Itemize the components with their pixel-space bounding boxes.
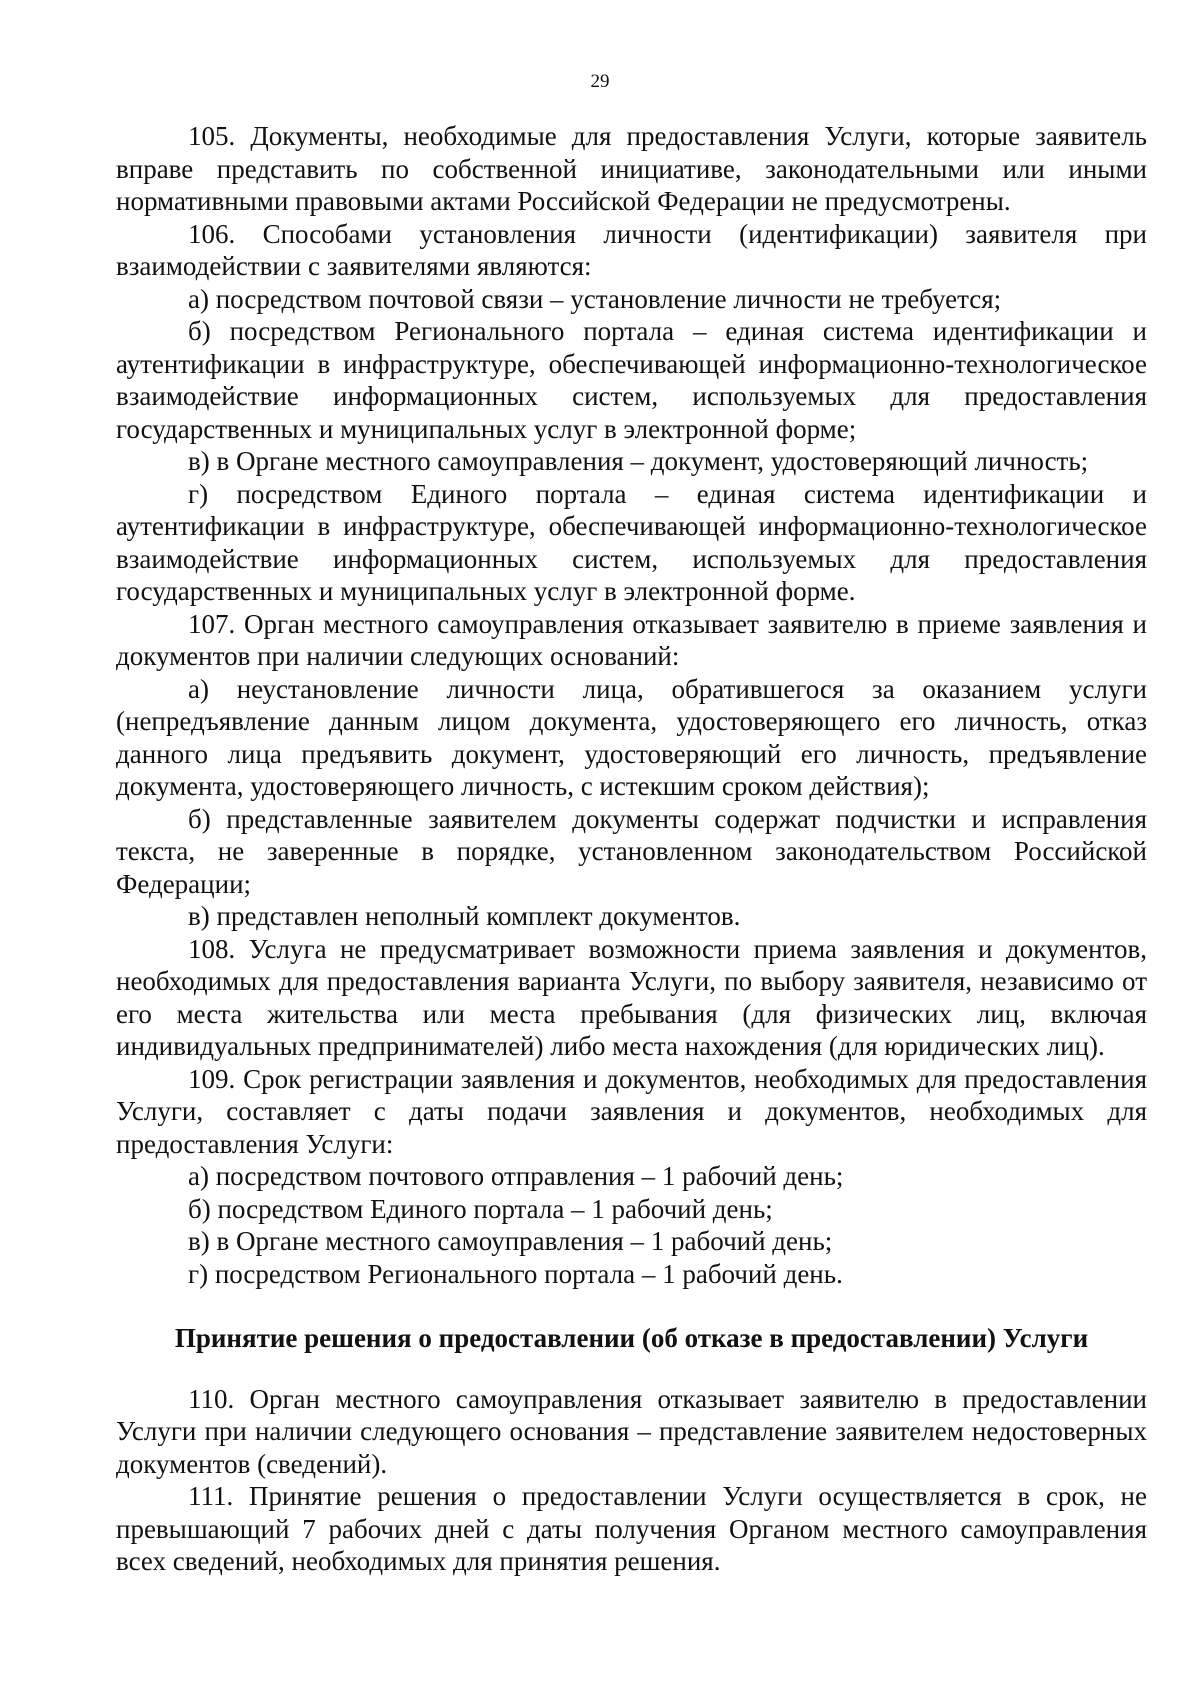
paragraph-106-g: г) посредством Единого портала – единая система идентификации и аутентификации в инфраструктуре, обеспечивающей информационно-технологическое взаимодействие информационных систем, используемых для предоставления государственных и муниципальных услуг в электронной форме. [116, 478, 1147, 606]
paragraph-111: 111. Принятие решения о предоставлении Услуги осуществляется в срок, не превышающий 7 рабочих дней с даты получения Органом местного самоуправления всех сведений, необходимых для принятия решения. [116, 1481, 1147, 1576]
paragraph-108: 108. Услуга не предусматривает возможности приема заявления и документов, необходимых для предоставления варианта Услуги, по выбору заявителя, независимо от его места жительства или места пребывания (для физических лиц, включая индивидуальных предпринимателей) либо места нахождения (для юридических лиц). [116, 933, 1147, 1061]
paragraph-105: 105. Документы, необходимые для предоставления Услуги, которые заявитель вправе представить по собственной инициативе, законодательными или иными нормативными правовыми актами Российской Федерации не предусмотрены. [116, 121, 1147, 216]
document-body [116, 120, 1147, 1578]
paragraph-107-v: в) представлен неполный комплект документов. [188, 901, 741, 931]
paragraph-106-a: а) посредством почтовой связи – установление личности не требуется; [188, 283, 1002, 314]
paragraph-109-g: г) посредством Регионального портала – 1 рабочий день. [188, 1258, 843, 1289]
page-number: 29 [590, 71, 610, 92]
section-heading: Принятие решения о предоставлении (об отказе в предоставлении) Услуги [174, 1323, 1089, 1353]
paragraph-110: 110. Орган местного самоуправления отказывает заявителю в предоставлении Услуги при наличии следующего основания – представление заявителем недостоверных документов (сведений). [116, 1383, 1147, 1479]
paragraph-107: 107. Орган местного самоуправления отказывает заявителю в приеме заявления и документов при наличии следующих оснований: [116, 608, 1147, 671]
paragraph-106: 106. Способами установления личности (идентификации) заявителя при взаимодействии с заявителями являются: [116, 218, 1147, 281]
paragraph-109-v: в) в Органе местного самоуправления – 1 рабочий день; [188, 1226, 833, 1256]
paragraph-109-b: б) посредством Единого портала – 1 рабочий день; [188, 1193, 773, 1224]
paragraph-107-b: б) представленные заявителем документы содержат подчистки и исправления текста, не заверенные в порядке, установленном законодательством Российской Федерации; [116, 803, 1147, 899]
paragraph-106-b: б) посредством Регионального портала – единая система идентификации и аутентификации в инфраструктуре, обеспечивающей информационно-технологическое взаимодействие информационных систем, используемых для предоставления государственных и муниципальных услуг в электронной форме; [116, 316, 1147, 444]
paragraph-109: 109. Срок регистрации заявления и документов, необходимых для предоставления Услуги, составляет с даты подачи заявления и документов, необходимых для предоставления Услуги: [116, 1063, 1147, 1159]
paragraph-107-a: а) неустановление личности лица, обратившегося за оказанием услуги (непредъявление данным лицом документа, удостоверяющего его личность, отказ данного лица предъявить документ, удостоверяющий его личность, предъявление документа, удостоверяющего личность, с истекшим сроком действия); [116, 673, 1147, 801]
paragraph-109-a: а) посредством почтового отправления – 1 рабочий день; [188, 1161, 844, 1191]
paragraph-106-v: в) в Органе местного самоуправления – документ, удостоверяющий личность; [188, 446, 1089, 476]
